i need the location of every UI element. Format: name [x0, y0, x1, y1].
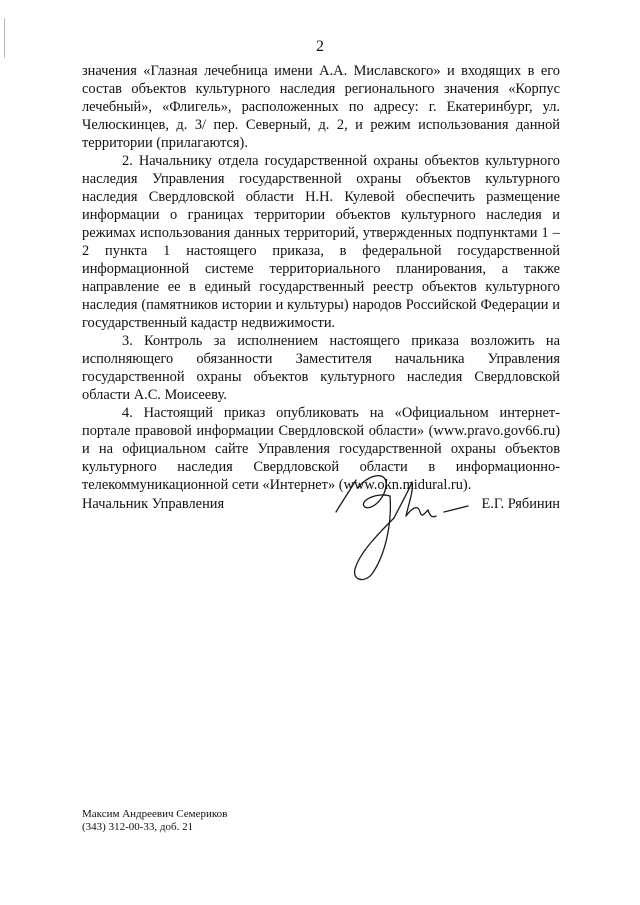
signature-block [82, 496, 560, 518]
contact-info [82, 808, 227, 834]
contact-name: Максим Андреевич Семериков [82, 808, 228, 820]
contact-phone: (343) 312-00-33, доб. 21 [82, 821, 194, 833]
paragraph-2-notification: 2. Начальнику отдела государственной охраны объектов культурного наследия Управления государственной охраны объектов культурного наследия Свердловской области Н.Н. Кулевой обеспечить размещение информации о границах территории объектов культурного наследия и режимах использования данных территорий, утвержденных подпунктами 1 – 2 пункта 1 настоящего приказа, в федеральной государственной информационной системе территориального планирования, а также направление ее в единый государственный реестр объектов культурного наследия (памятников истории и культуры) народов Российской Федерации и государственный кадастр недвижимости. [82, 153, 560, 331]
paragraph-4-publication: 4. Настоящий приказ опубликовать на «Официальном интернет-портале правовой информации Свердловской области» (www.pravo.gov66.ru) и на официальном сайте Управления государственной охраны объектов культурного наследия Свердловской области в информационно-телекоммуникационной сети «Интернет» (www.okn.midural.ru). [82, 405, 560, 493]
paragraph-3-control: 3. Контроль за исполнением настоящего приказа возложить на исполняющего обязанности Заместителя начальника Управления государственной охраны объектов культурного наследия Свердловской области А.С. Моисееву. [82, 333, 560, 403]
handwritten-signature [328, 462, 478, 592]
paragraph-1-continuation: значения «Глазная лечебница имени А.А. Миславского» и входящих в его состав объектов культурного наследия регионального значения «Корпус лечебный», «Флигель», расположенных по адресу: г. Екатеринбург, ул. Челюскинцев, д. 3/ пер. Северный, д. 2, и режим использования данной территории (прилагаются). [82, 63, 560, 151]
signatory-name: Е.Г. Рябинин [481, 496, 560, 512]
order-body-text [82, 62, 560, 494]
signatory-position: Начальник Управления [82, 496, 225, 512]
page-number: 2 [316, 38, 324, 55]
